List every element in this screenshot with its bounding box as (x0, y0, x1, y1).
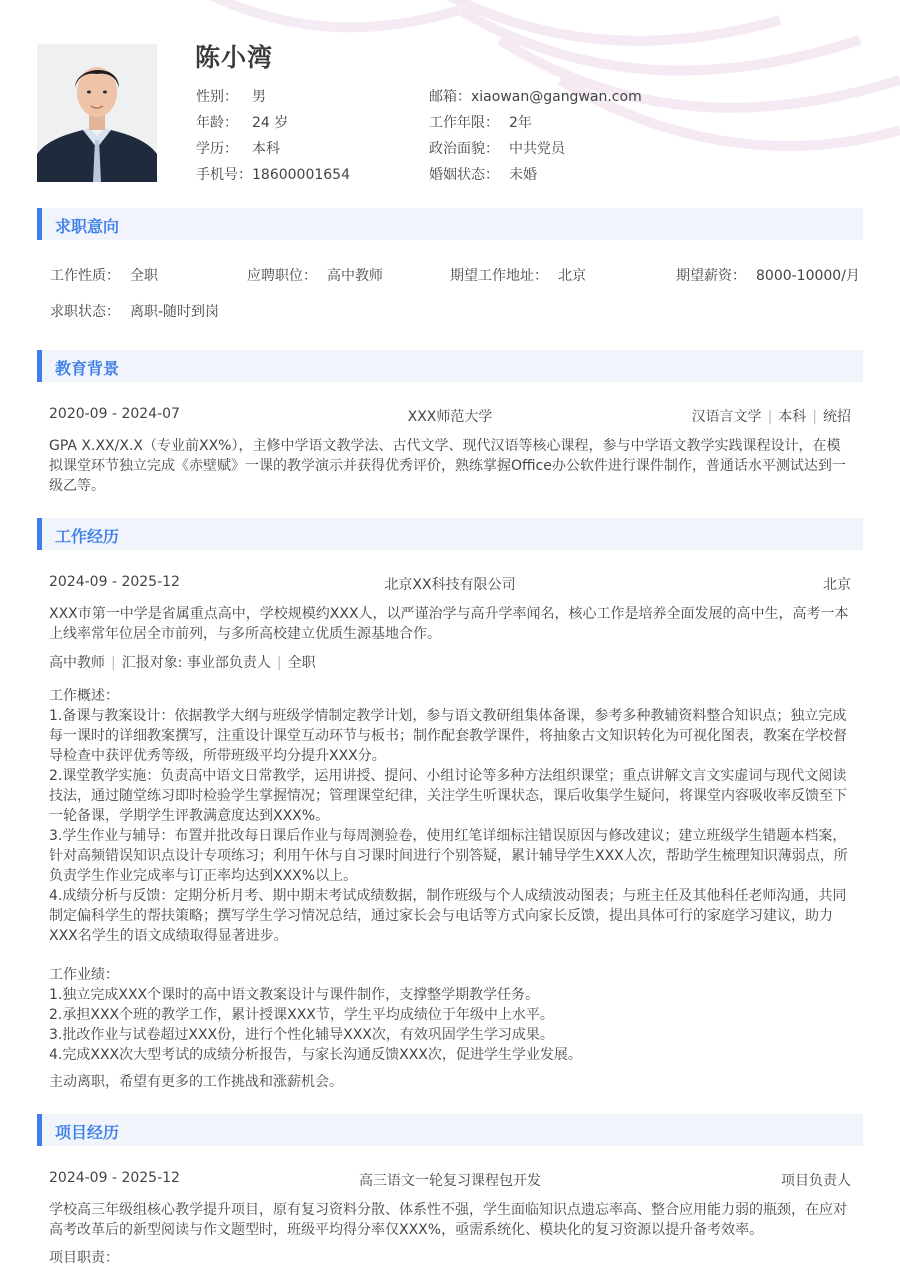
info-email: 邮箱：xiaowan@gangwan.com (429, 89, 642, 105)
project-duty-title: 项目职责： (49, 1250, 119, 1266)
achievement-item: 1.独立完成XXX个课时的高中语文教案设计与课件制作，支撑整学期教学任务。 (49, 987, 540, 1003)
work-period: 2024-09 - 2025-12 (49, 574, 180, 590)
intent-salary: 期望薪资： 8000-10000/月 (676, 268, 860, 284)
work-tags: 高中教师 | 汇报对象: 事业部负责人 | 全职 (49, 655, 316, 671)
project-period: 2024-09 - 2025-12 (49, 1170, 180, 1186)
info-work-years: 工作年限： 2年 (429, 115, 532, 131)
overview-item: 3.学生作业与辅导：布置并批改每日课后作业与每周测验卷，使用红笔详细标注错误原因与修改建议；建立班级学生错题本档案，针对高频错误知识点设计专项练习；利用午休与自习课时间进行个别答疑，累计辅导学生XXX人次，帮助学生梳理知识薄弱点，所负责学生作业完成率与订正率均达到XXX%以上。 (49, 828, 848, 884)
project-name: 高三语文一轮复习课程包开发 (359, 1173, 541, 1189)
section-accent-bar (37, 350, 42, 382)
intent-location: 期望工作地址： 北京 (450, 268, 586, 284)
work-leave-reason: 主动离职，希望有更多的工作挑战和涨薪机会。 (49, 1074, 343, 1090)
info-gender: 性别： 男 (196, 89, 266, 105)
overview-item: 2.课堂教学实施：负责高中语文日常教学，运用讲授、提问、小组讨论等多种方法组织课堂；重点讲解文言文实虚词与现代文阅读技法，通过随堂练习即时检验学生掌握情况；管理课堂纪律，关注学生听课状态，课后收集学生疑问，将课堂内容吸收率反馈至下一轮备课，学期学生评教满意度达到XXX%。 (49, 768, 847, 824)
work-company: 北京XX科技有限公司 (384, 577, 516, 593)
section-title: 求职意向 (55, 217, 120, 236)
work-intro: XXX市第一中学是省属重点高中，学校规模约XXX人，以严谨治学与高升学率闻名，核心工作是培养全面发展的高中生，高考一本上线率常年位居全市前列，与多所高校建立优质生源基地合作。 (49, 606, 849, 642)
education-row (49, 406, 851, 426)
project-description: 学校高三年级组核心教学提升项目，原有复习资料分散、体系性不强，学生面临知识点遗忘率高、整合应用能力弱的瓶颈，在应对高考改革后的新型阅读与作文题型时，班级平均得分率仅XXX%，亟需系统化、模块化的复习资源以提升备考效率。 (49, 1202, 847, 1238)
section-accent-bar (37, 1114, 42, 1146)
info-political: 政治面貌： 中共党员 (429, 141, 565, 157)
work-row (49, 574, 851, 594)
work-overview (49, 686, 851, 946)
section-title: 项目经历 (55, 1123, 120, 1142)
info-education: 学历： 本科 (196, 141, 280, 157)
education-school: XXX师范大学 (407, 409, 493, 425)
section-intent-header (37, 208, 863, 240)
section-title: 工作经历 (55, 527, 120, 546)
education-description: GPA X.XX/X.X（专业前XX%），主修中学语文教学法、古代文学、现代汉语等核心课程，参与中学语文教学实践课程设计，在模拟课堂环节独立完成《赤壁赋》一课的教学演示并获得优秀评价，熟练掌握Office办公软件进行课件制作，普通话水平测试达到一级乙等。 (49, 438, 846, 494)
project-row (49, 1170, 851, 1190)
candidate-name: 陈小湾 (195, 43, 274, 72)
overview-item: 1.备课与教案设计：依据教学大纲与班级学情制定教学计划，参与语文教研组集体备课，参考多种教辅资料整合知识点；独立完成每一课时的详细教案撰写，注重设计课堂互动环节与板书；制作配套教学课件，将抽象古文知识转化为可视化图表，教案在学校督导检查中获评优秀等级，所带班级平均分提升XXX分。 (49, 708, 847, 764)
overview-title: 工作概述： (49, 688, 119, 704)
intent-status: 求职状态： 离职-随时到岗 (50, 304, 220, 320)
info-age: 年龄： 24 岁 (196, 115, 289, 131)
section-accent-bar (37, 518, 42, 550)
achievement-item: 3.批改作业与试卷超过XXX份，进行个性化辅导XXX次，有效巩固学生学习成果。 (49, 1027, 554, 1043)
education-period: 2020-09 - 2024-07 (49, 406, 180, 422)
work-city: 北京 (823, 577, 851, 593)
achievement-item: 4.完成XXX次大型考试的成绩分析报告，与家长沟通反馈XXX次，促进学生学业发展。 (49, 1047, 582, 1063)
section-work-header (37, 518, 863, 550)
info-phone: 手机号：18600001654 (196, 167, 350, 183)
achievements-title: 工作业绩： (49, 967, 119, 983)
avatar (37, 44, 157, 182)
info-marital: 婚姻状态： 未婚 (429, 167, 537, 183)
section-title: 教育背景 (55, 359, 120, 378)
achievement-item: 2.承担XXX个班的教学工作，累计授课XXX节，学生平均成绩位于年级中上水平。 (49, 1007, 554, 1023)
intent-work-type: 工作性质： 全职 (50, 268, 158, 284)
intent-position: 应聘职位： 高中教师 (247, 268, 383, 284)
education-meta: 汉语言文学 | 本科 | 统招 (691, 409, 851, 425)
section-accent-bar (37, 208, 42, 240)
overview-item: 4.成绩分析与反馈：定期分析月考、期中期末考试成绩数据，制作班级与个人成绩波动图表；与班主任及其他科任老师沟通，共同制定偏科学生的帮扶策略；撰写学生学习情况总结，通过家长会与电话等方式向家长反馈，提出具体可行的家庭学习建议，助力XXX名学生的语文成绩取得显著进步。 (49, 888, 847, 944)
work-achievements (49, 965, 851, 1065)
section-project-header (37, 1114, 863, 1146)
section-education-header (37, 350, 863, 382)
project-role: 项目负责人 (781, 1173, 851, 1189)
